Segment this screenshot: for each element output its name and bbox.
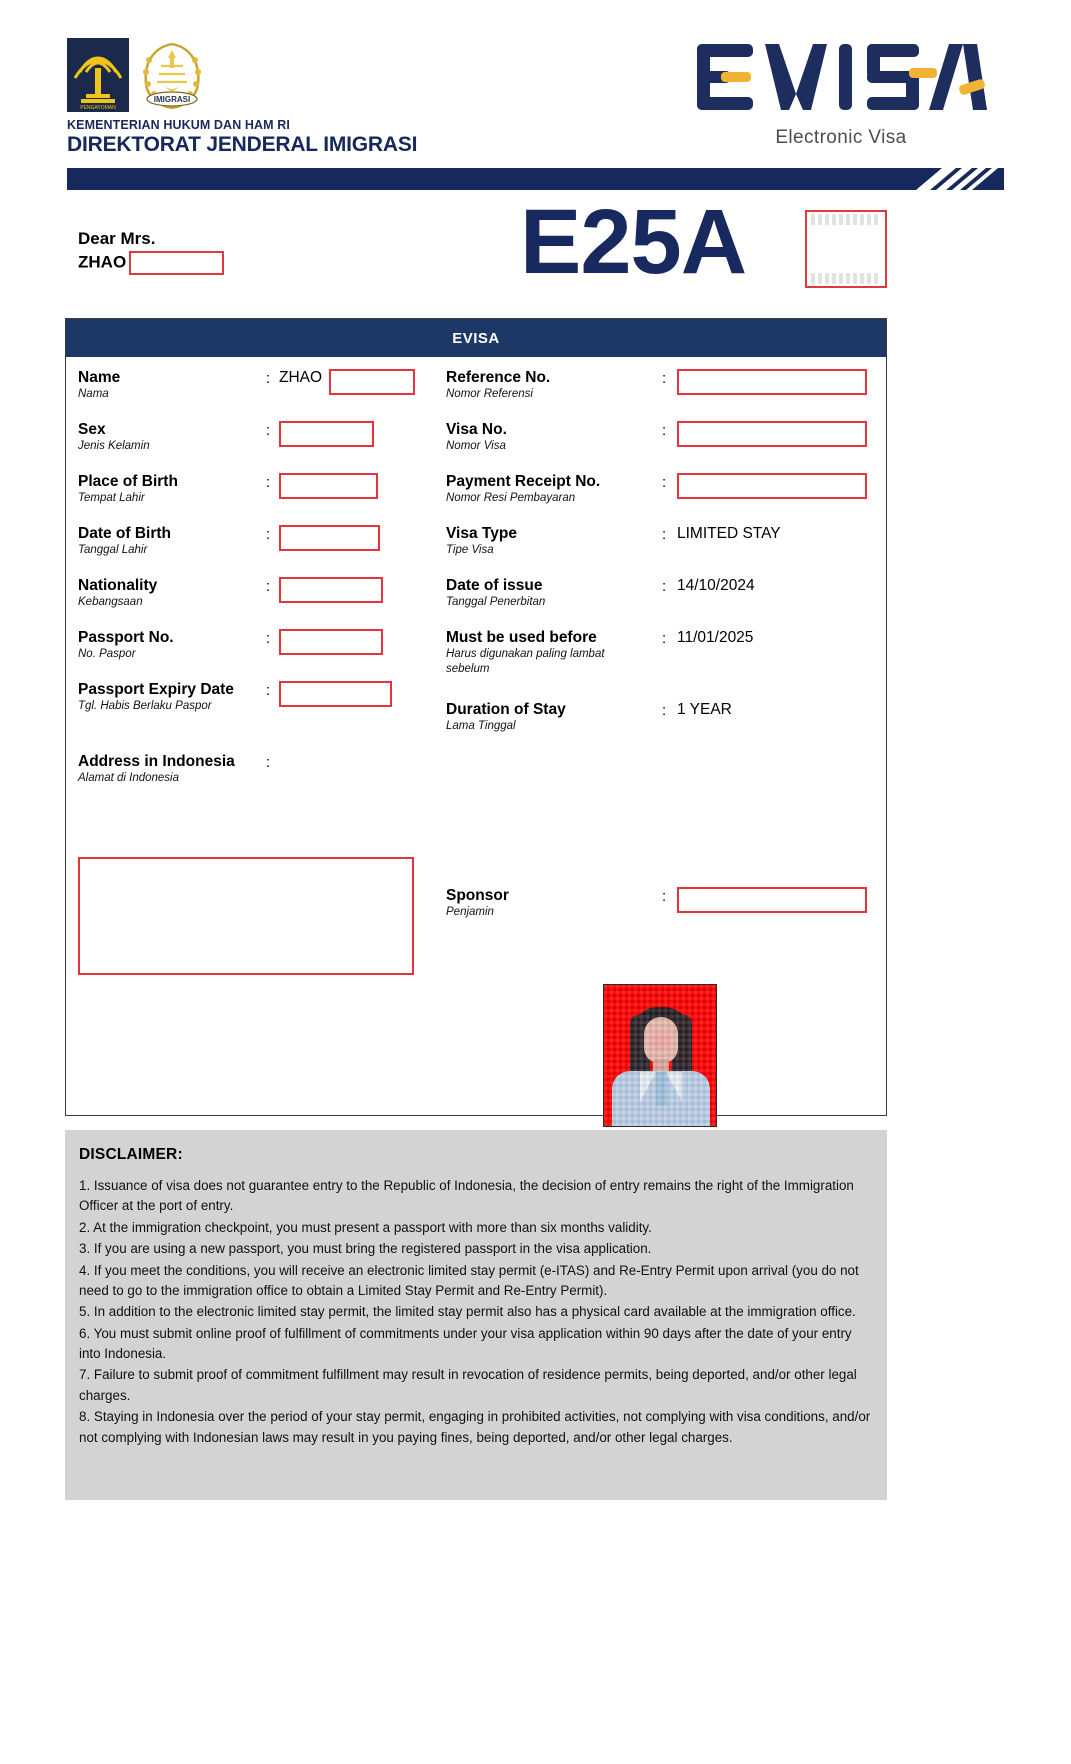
field-colon: : xyxy=(662,630,667,647)
field-colon: : xyxy=(662,578,667,595)
field-row xyxy=(434,525,887,577)
redacted-value-box xyxy=(329,369,415,395)
field-value xyxy=(677,369,867,395)
field-row xyxy=(66,753,434,805)
redacted-value-box xyxy=(677,473,867,499)
field-row xyxy=(434,473,887,525)
field-label-id: Harus digunakan paling lambat sebelum xyxy=(446,648,605,676)
field-labels xyxy=(78,577,263,610)
svg-text:PENGAYOMAN: PENGAYOMAN xyxy=(80,105,116,111)
field-labels xyxy=(446,369,631,402)
field-labels xyxy=(78,421,263,454)
field-label-id: Tanggal Lahir xyxy=(78,544,148,557)
field-colon: : xyxy=(662,370,667,387)
disclaimer-item: 2. At the immigration checkpoint, you must present a passport with more than six months validity. xyxy=(79,1219,652,1235)
redacted-value-box xyxy=(279,681,392,707)
field-label-en: Visa Type xyxy=(446,525,517,542)
field-labels xyxy=(446,421,631,454)
disclaimer-item: 1. Issuance of visa does not guarantee entry to the Republic of Indonesia, the decision of entry remains the right of the Immigration Officer at the port of entry. xyxy=(79,1178,854,1214)
evisa-detail-card xyxy=(65,318,887,1116)
field-labels xyxy=(446,525,631,558)
card-body xyxy=(66,357,886,1115)
ministry-logos xyxy=(67,38,209,112)
field-value xyxy=(677,887,867,913)
applicant-photo xyxy=(603,984,717,1127)
field-row xyxy=(434,421,887,473)
field-labels xyxy=(78,629,263,662)
field-value xyxy=(279,681,392,707)
greeting-block xyxy=(78,228,224,275)
field-value-text: LIMITED STAY xyxy=(677,525,781,542)
field-row xyxy=(434,701,887,753)
field-labels xyxy=(446,473,631,506)
field-label-id: Tgl. Habis Berlaku Paspor xyxy=(78,700,212,713)
pengayoman-logo-icon xyxy=(67,38,129,112)
field-label-en: Place of Birth xyxy=(78,473,178,490)
greeting-name-row xyxy=(78,251,224,275)
field-row xyxy=(66,681,434,733)
field-row xyxy=(434,369,887,421)
field-label-id: Alamat di Indonesia xyxy=(78,772,180,785)
field-label-id: Nama xyxy=(78,388,109,401)
disclaimer-items xyxy=(79,1176,873,1448)
field-label-id: Nomor Visa xyxy=(446,440,506,453)
disclaimer-item: 3. If you are using a new passport, you must bring the registered passport in the visa application. xyxy=(79,1241,652,1257)
photo-pixelation-overlay xyxy=(604,985,716,1126)
field-row xyxy=(66,473,434,525)
field-label-id: Tempat Lahir xyxy=(78,492,145,505)
field-value xyxy=(279,473,378,499)
field-row xyxy=(434,629,887,681)
field-colon: : xyxy=(662,526,667,543)
redacted-ghost-text-bottom xyxy=(811,273,881,284)
field-label-en: Address in Indonesia xyxy=(78,753,235,770)
field-row xyxy=(66,577,434,629)
field-colon: : xyxy=(266,370,271,387)
field-colon: : xyxy=(266,422,271,439)
field-value xyxy=(279,629,383,655)
disclaimer-item: 4. If you meet the conditions, you will receive an electronic limited stay permit (e-ITAS) and Re-Entry Permit upon arrival (you do not need to go to the immigration office to obtain a Limited Stay Permit and Re-Entry Permit). xyxy=(79,1262,859,1298)
disclaimer-block xyxy=(65,1130,887,1500)
field-row xyxy=(434,577,887,629)
field-label-id: Penjamin xyxy=(446,906,494,919)
field-colon: : xyxy=(266,630,271,647)
ministry-name: KEMENTERIAN HUKUM DAN HAM RI xyxy=(67,118,290,132)
field-value-text: 11/01/2025 xyxy=(677,629,754,646)
field-label-en: Payment Receipt No. xyxy=(446,473,601,490)
field-row xyxy=(66,629,434,681)
field-labels xyxy=(446,629,631,677)
field-label-en: Reference No. xyxy=(446,369,551,386)
field-colon: : xyxy=(662,422,667,439)
field-value xyxy=(279,369,415,395)
disclaimer-item: 5. In addition to the electronic limited stay permit, the limited stay permit also has a physical card available at the immigration office. xyxy=(79,1304,856,1320)
field-labels xyxy=(78,525,263,558)
field-label-en: Date of issue xyxy=(446,577,543,594)
field-row xyxy=(66,421,434,473)
field-label-en: Sex xyxy=(78,421,106,438)
visa-code-large: E25A xyxy=(520,191,747,293)
field-colon: : xyxy=(662,474,667,491)
field-label-id: Kebangsaan xyxy=(78,596,143,609)
field-label-id: Lama Tinggal xyxy=(446,720,516,733)
field-value xyxy=(677,525,781,543)
field-label-en: Name xyxy=(78,369,121,386)
field-value xyxy=(279,421,374,447)
evisa-brand-logo xyxy=(681,36,1001,149)
address-redacted-box xyxy=(78,857,414,975)
field-value xyxy=(677,473,867,499)
document-header xyxy=(0,0,1071,175)
field-colon: : xyxy=(266,526,271,543)
field-labels xyxy=(78,681,263,714)
redacted-value-box xyxy=(279,577,383,603)
field-value-text: 1 YEAR xyxy=(677,701,732,718)
redacted-value-box xyxy=(279,473,378,499)
redacted-value-box xyxy=(279,629,383,655)
field-colon: : xyxy=(266,682,271,699)
field-label-en: Sponsor xyxy=(446,887,509,904)
redacted-value-box xyxy=(279,525,380,551)
field-labels xyxy=(78,369,263,402)
field-value xyxy=(677,421,867,447)
diagonal-stripes xyxy=(884,168,1004,190)
field-value xyxy=(279,525,380,551)
directorate-name: DIREKTORAT JENDERAL IMIGRASI xyxy=(67,133,418,156)
field-label-en: Passport Expiry Date xyxy=(78,681,234,698)
field-value-text: 14/10/2024 xyxy=(677,577,755,594)
sponsor-field-row xyxy=(434,887,887,939)
redacted-value-box xyxy=(677,887,867,913)
field-row xyxy=(66,369,434,421)
salutation: Dear Mrs. xyxy=(78,229,156,248)
field-labels xyxy=(446,887,631,920)
greeting-surname: ZHAO xyxy=(78,252,127,272)
field-label-en: Must be used before xyxy=(446,629,597,646)
field-label-id: Nomor Referensi xyxy=(446,388,533,401)
field-label-en: Date of Birth xyxy=(78,525,171,542)
field-label-id: Jenis Kelamin xyxy=(78,440,150,453)
field-labels xyxy=(446,701,631,734)
disclaimer-heading: DISCLAIMER: xyxy=(79,1146,183,1163)
field-label-en: Duration of Stay xyxy=(446,701,566,718)
visa-code-redacted-box xyxy=(805,210,887,288)
field-value-text: ZHAO xyxy=(279,369,323,386)
field-value xyxy=(677,629,753,647)
field-colon: : xyxy=(266,578,271,595)
field-value xyxy=(677,701,732,719)
greeting-redacted-name xyxy=(129,251,224,275)
redacted-value-box xyxy=(677,369,867,395)
field-labels xyxy=(78,473,263,506)
field-label-en: Visa No. xyxy=(446,421,507,438)
field-label-id: Tipe Visa xyxy=(446,544,494,557)
field-colon: : xyxy=(662,888,667,905)
field-value xyxy=(279,577,383,603)
field-colon: : xyxy=(266,474,271,491)
field-value xyxy=(677,577,755,595)
header-divider-bar xyxy=(67,168,1004,190)
card-title-bar: EVISA xyxy=(66,319,886,357)
field-label-id: No. Paspor xyxy=(78,648,136,661)
evisa-wordmark-icon xyxy=(691,36,991,118)
field-labels xyxy=(446,577,631,610)
field-row xyxy=(66,525,434,577)
redacted-ghost-text-top xyxy=(811,214,881,225)
disclaimer-item: 8. Staying in Indonesia over the period of your stay permit, engaging in prohibited activities, not complying with visa conditions, and/or not complying with Indonesian laws may result in you paying fines, being deported, and/or other legal charges. xyxy=(79,1409,871,1445)
field-label-id: Nomor Resi Pembayaran xyxy=(446,492,576,505)
imigrasi-seal-icon xyxy=(135,38,209,112)
evisa-subtitle: Electronic Visa xyxy=(775,127,907,148)
field-colon: : xyxy=(662,702,667,719)
redacted-value-box xyxy=(279,421,374,447)
field-label-id: Tanggal Penerbitan xyxy=(446,596,546,609)
disclaimer-item: 6. You must submit online proof of fulfillment of commitments under your visa application within 90 days after the date of your entry into Indonesia. xyxy=(79,1325,852,1361)
field-labels xyxy=(78,753,263,786)
disclaimer-item: 7. Failure to submit proof of commitment fulfillment may result in revocation of residence permits, being deported, and/or other legal charges. xyxy=(79,1367,857,1403)
redacted-value-box xyxy=(677,421,867,447)
field-colon: : xyxy=(266,754,271,771)
field-label-en: Passport No. xyxy=(78,629,174,646)
field-label-en: Nationality xyxy=(78,577,158,594)
svg-text:IMIGRASI: IMIGRASI xyxy=(153,95,191,104)
